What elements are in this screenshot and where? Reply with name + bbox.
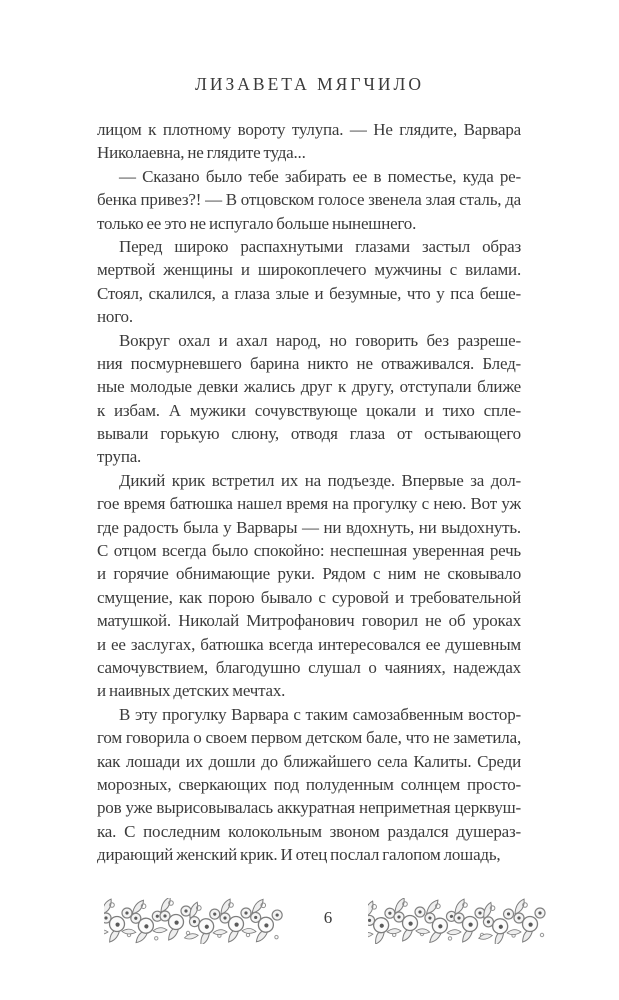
text-line: С отцом всегда было спокойно: неспешная уверенная речь: [97, 541, 521, 561]
text-line: Вокруг охал и ахал народ, но говорить без разреше-: [119, 330, 521, 350]
text-line: ного.: [97, 307, 133, 327]
text-line: смущение, как порою бывало с суровой и требовательной: [97, 587, 521, 607]
text-line: Дикий крик встретил их на подъезде. Впервые за дол-: [119, 470, 521, 490]
text-line: морозных, сверкающих под полуденным солнцем просто-: [97, 774, 521, 794]
paragraph: [97, 703, 521, 867]
paragraph: [97, 469, 521, 703]
text-line: вывали горькую слюну, отводя глаза от остывающего: [97, 424, 521, 444]
text-line: дирающий женский крик. И отец послал галопом лошадь,: [97, 845, 501, 865]
paragraph: [97, 329, 521, 469]
text-line: ния посмурневшего барина никто не отваживался. Блед-: [97, 353, 521, 373]
text-line: Стоял, скалился, а глаза злые и безумные, что у пса беше-: [97, 283, 521, 303]
berry-garland-ornament-left: [104, 898, 290, 944]
text-line: гом говорила о своем первом детском бале, что не заметила,: [97, 728, 521, 748]
text-line: бенка привез?! — В отцовском голосе звенела злая сталь, да: [97, 190, 521, 210]
berry-garland-ornament-right: [368, 898, 554, 944]
text-line: где радость была у Варвары — ни вдохнуть, ни выдохнуть.: [97, 517, 521, 537]
body-text: [97, 118, 521, 867]
text-line: только ее это не испугало больше нынешнего.: [97, 213, 417, 233]
paragraph: [97, 165, 521, 235]
text-line: самочувствием, благодушно слушал о чаяниях, надеждах: [97, 657, 521, 677]
text-line: и горячие обнимающие руки. Рядом с ним не сковывало: [97, 564, 521, 584]
page-number: 6: [323, 908, 333, 927]
text-line: В эту прогулку Варвара с таким самозабвенным востор-: [119, 704, 521, 724]
text-line: мертвой женщины и широкоплечего мужчины с вилами.: [97, 260, 521, 280]
paragraph: [97, 118, 521, 165]
text-line: матушкой. Николай Митрофанович говорил не об уроках: [97, 611, 521, 631]
text-line: ные молодые девки жались друг к другу, отступали ближе: [97, 377, 521, 397]
text-line: гое время батюшка нашел время на прогулку с нею. Вот уж: [97, 494, 521, 514]
text-line: Николаевна, не глядите туда...: [97, 143, 306, 163]
text-line: и наивных детских мечтах.: [97, 681, 286, 701]
text-line: как лошади их дошли до ближайшего села Калиты. Среди: [97, 751, 521, 771]
text-line: — Сказано было тебе забирать ее в поместье, куда ре-: [119, 166, 521, 186]
text-line: ров уже вырисовывалась аккуратная неприметная церквуш-: [97, 798, 521, 818]
text-line: и ее заслугах, батюшка всегда интересовался ее душевным: [97, 634, 521, 654]
text-line: лицом к плотному вороту тулупа. — Не глядите, Варвара: [97, 120, 521, 139]
text-line: Перед широко распахнутыми глазами застыл образ: [119, 236, 521, 256]
text-line: ка. С последним колокольным звоном раздался душераз-: [97, 821, 521, 841]
page-footer: [0, 896, 619, 948]
text-line: к избам. А мужики сочувствующе цокали и тихо спле-: [97, 400, 521, 420]
running-header: ЛИЗАВЕТА МЯГЧИЛО: [195, 74, 424, 94]
paragraph: [97, 235, 521, 329]
text-line: трупа.: [97, 447, 142, 467]
